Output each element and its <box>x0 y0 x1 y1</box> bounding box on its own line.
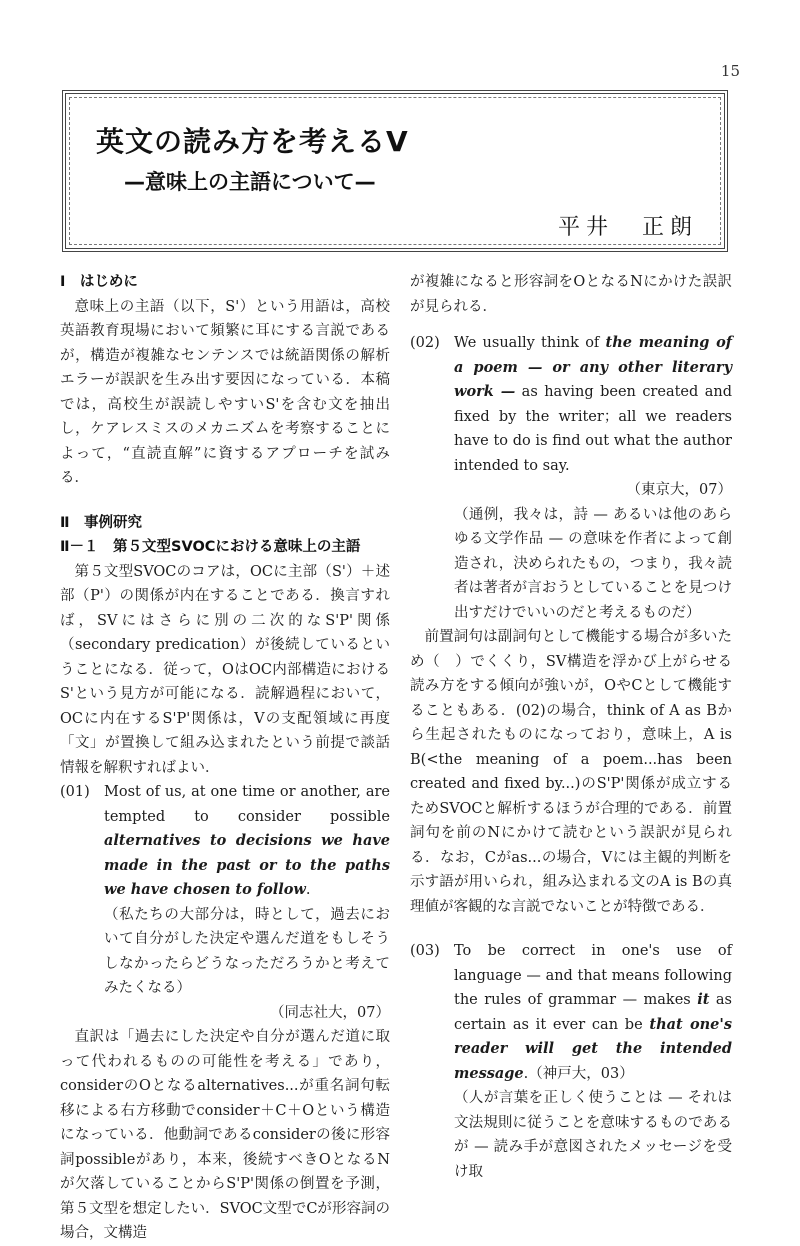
example-text-plain: .（神戸大，03） <box>523 1065 634 1082</box>
example-number: (01) <box>60 784 90 800</box>
example-03 <box>410 939 732 1086</box>
left-column <box>60 270 390 1246</box>
example-number: (02) <box>410 335 440 351</box>
example-text-plain: as having been created and fixed by the writer；all we readers have to do is find out what the author intended to say. <box>454 384 732 474</box>
page-number: 15 <box>720 62 740 80</box>
example-01 <box>60 780 390 903</box>
example-01-source: （同志社大，07） <box>270 1004 390 1021</box>
example-text-emphasis: it <box>697 991 710 1008</box>
example-text <box>454 939 732 1086</box>
example-number: (03) <box>410 943 440 959</box>
example-text-emphasis: the meaning of a poem — or any other literary work — <box>454 334 732 400</box>
example-01-translation: （私たちの大部分は，時として，過去において自分がした決定や選んだ道をもしそうしなかったらどうなっただろうかと考えてみたくなる） <box>104 906 390 996</box>
article-subtitle: —意味上の主語について— <box>124 170 376 194</box>
author-name: 平井 正朗 <box>557 215 698 240</box>
example-text <box>104 780 390 903</box>
example-01-analysis: 直訳は「過去にした決定や自分が選んだ道に取って代われるものの可能性を考える」であり，considerのOとなるalternatives...が重名詞句転移による右方移動でconsider＋C＋Oという構造になっている．他動詞であるconsiderの後に形容詞possibleがあり，本来，後続すべきOとなるNが欠落していることからS'P'関係の倒置を予測，第５文型を想定したい．SVOC文型でCが形容詞の場合，文構造 <box>60 1029 390 1241</box>
section-heading-intro: Ⅰ はじめに <box>60 274 138 290</box>
example-text-plain: To be correct in one's use of language — and that means following the rules of grammar — makes <box>454 943 732 1008</box>
example-text-emphasis: that one's reader will get the intended message <box>454 1015 732 1082</box>
example-02-source: （東京大，07） <box>626 482 732 498</box>
example-text-end: . <box>305 882 311 898</box>
right-column <box>410 270 732 1184</box>
svoc-paragraph: 第５文型SVOCのコアは，OCに主部（S'）＋述部（P'）の関係が内在することである．換言すれば，SVにはさらに別の二次的なS'P'関係（secondary predication）が後続しているということになる．従って，OはOC内部構造におけるS'という見方が可能になる．読解過程において，OCに内在するS'P'関係は，Vの支配領域に再度「文」が置換して組み込まれたという前提で談話情報を解釈すればよい． <box>60 563 390 776</box>
example-02-analysis: 前置詞句は副詞句として機能する場合が多いため（ ）でくくり，SV構造を浮かび上がらせる読み方をする傾向が強いが，OやCとして機能することもある．(02)の場合，think of A as Bから生起されたものになっており，意味上，A is B(<the meaning of a poem...has been created and fixed by...)のS'P'関係が成立するためSVOCと解析するほうが合理的である．前置詞句を前のNにかけて読むという誤訳が見られる．なお，Cがas...の場合，Vには主観的判断を示す語が用いられ，組み込まれる文のA is Bの真理値が客観的な言説でないことが特徴である． <box>410 629 732 915</box>
example-text-plain: Most of us, at one time or another, are tempted to consider possible <box>104 784 390 825</box>
section-heading-cases: Ⅱ 事例研究 <box>60 514 143 531</box>
example-text-emphasis: alternatives to decisions we have made in the past or to the paths we have chosen to follow <box>104 832 390 898</box>
continued-paragraph: が複雑になると形容詞をOとなるNにかけた誤訳が見られる． <box>410 274 732 315</box>
example-text <box>454 331 732 478</box>
article-title: 英文の読み方を考えるV <box>96 125 409 158</box>
example-03-translation: （人が言葉を正しく使うことは — それは文法規則に従うことを意味するものであるが — 読み手が意図されたメッセージを受け取 <box>454 1090 732 1180</box>
intro-paragraph: 意味上の主語（以下，S'）という用語は，高校英語教育現場において頻繁に耳にする言説であるが，構造が複雑なセンテンスでは統語関係の解析エラーが誤訳を生み出す要因になっている．本稿では，高校生が誤読しやすいS'を含む文を抽出し，ケアレスミスのメカニズムを考察することによって，“直読直解”に資するアプローチを試みる． <box>60 298 390 486</box>
subsection-heading-svoc: Ⅱ－１ 第５文型SVOCにおける意味上の主語 <box>60 539 361 555</box>
title-box <box>62 90 728 252</box>
example-text-plain: We usually think of <box>454 335 606 351</box>
example-text-plain: as certain as it ever can be <box>454 992 732 1033</box>
example-02 <box>410 331 732 478</box>
example-02-translation: （通例，我々は，詩 — あるいは他のあらゆる文学作品 — の意味を作者によって創造され，決められたもの，つまり，我々読者は著者が言おうとしていることを見つけ出すだけでいいのだと考えるものだ） <box>454 506 732 621</box>
